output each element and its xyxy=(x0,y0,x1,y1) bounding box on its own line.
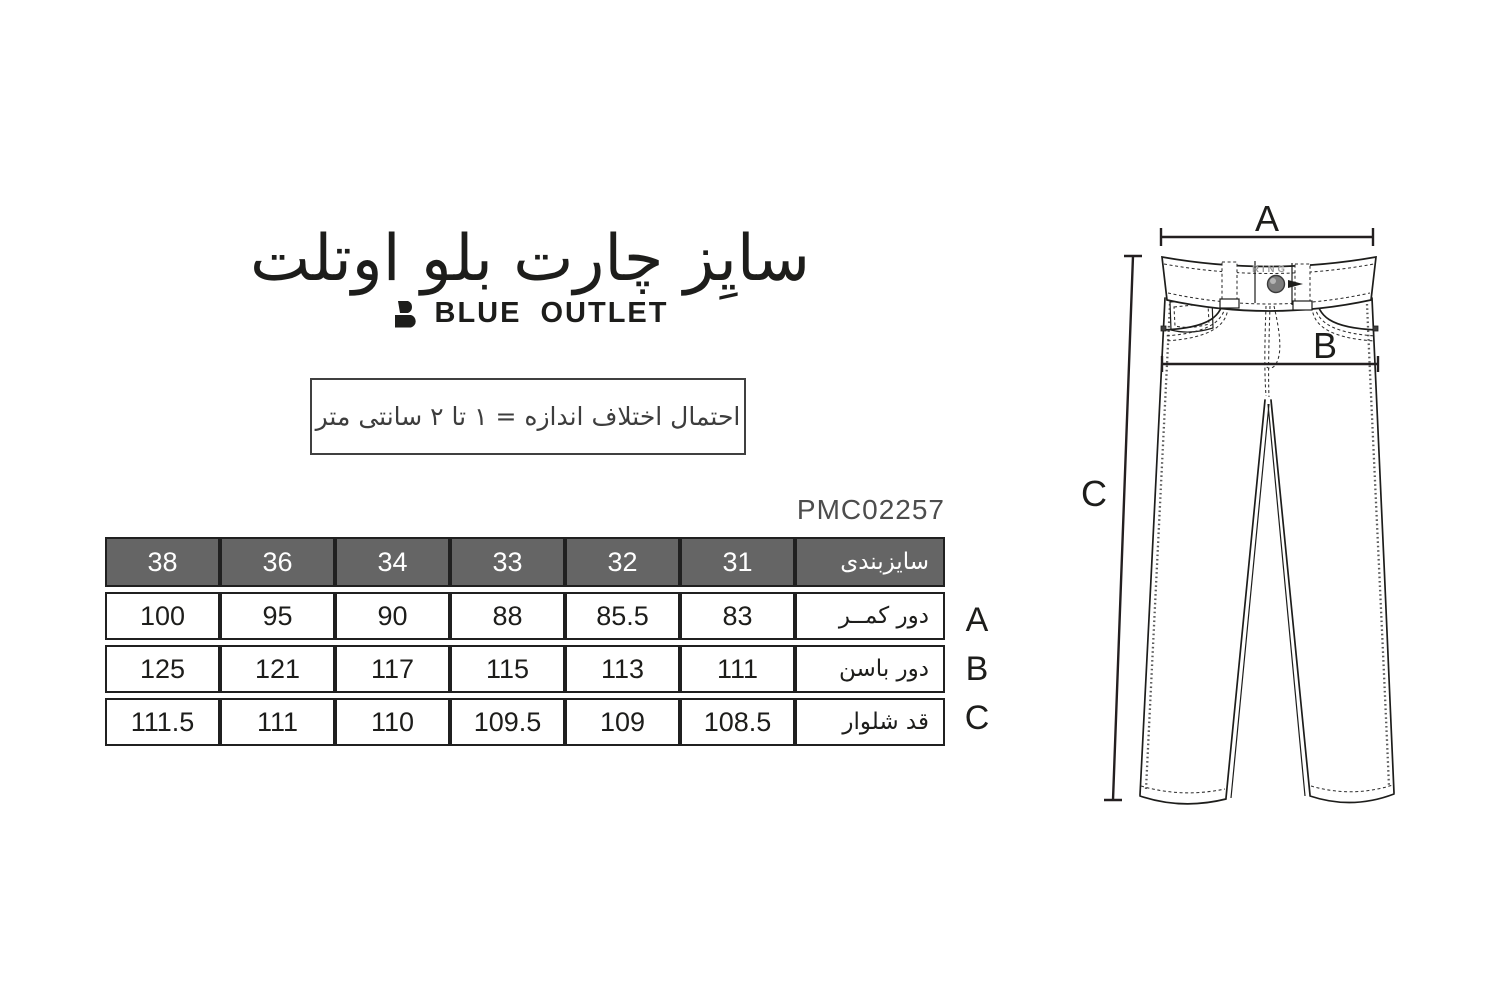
blue-outlet-logo-icon xyxy=(392,299,422,329)
hip-value: 111 xyxy=(680,645,795,693)
hip-value: 115 xyxy=(450,645,565,693)
measure-line-waist-a xyxy=(1161,198,1373,246)
brand-name: BLUE OUTLET xyxy=(434,297,669,329)
waist-value: 88 xyxy=(450,592,565,640)
hip-row-label: دور باسن xyxy=(795,645,945,693)
size-col-31: 31 xyxy=(680,537,795,587)
size-col-38: 38 xyxy=(105,537,220,587)
waist-row-label: دور کمــر xyxy=(795,592,945,640)
length-value: 110 xyxy=(335,698,450,746)
length-value: 108.5 xyxy=(680,698,795,746)
row-letter-waist: A xyxy=(965,601,989,639)
tolerance-note-text: احتمال اختلاف اندازه = ۱ تا ۲ سانتی متر xyxy=(315,402,741,431)
hip-value: 121 xyxy=(220,645,335,693)
hip-value: 113 xyxy=(565,645,680,693)
diagram-label-a: A xyxy=(1254,198,1280,239)
size-table-header-row xyxy=(105,537,945,587)
table-row-length xyxy=(105,698,945,746)
size-col-33: 33 xyxy=(450,537,565,587)
table-row-waist xyxy=(105,592,945,640)
rivet xyxy=(1373,326,1378,331)
row-letter-length: C xyxy=(964,699,990,737)
length-value: 109.5 xyxy=(450,698,565,746)
brand-row xyxy=(0,297,1060,330)
table-row-hip xyxy=(105,645,945,693)
pants-hems xyxy=(1140,785,1394,804)
product-code: PMC02257 xyxy=(796,494,945,525)
diagram-label-b: B xyxy=(1312,325,1338,366)
size-col-34: 34 xyxy=(335,537,450,587)
hip-value: 125 xyxy=(105,645,220,693)
length-value: 109 xyxy=(565,698,680,746)
measure-line-length-c xyxy=(1081,256,1142,800)
waist-value: 90 xyxy=(335,592,450,640)
size-col-36: 36 xyxy=(220,537,335,587)
pants-side-seams xyxy=(1140,298,1394,795)
length-value: 111 xyxy=(220,698,335,746)
waist-value: 95 xyxy=(220,592,335,640)
rivet xyxy=(1161,326,1166,331)
page-title: سایِز چارت بلو اوتلت xyxy=(249,221,811,296)
size-col-32: 32 xyxy=(565,537,680,587)
diagram-label-c: C xyxy=(1081,473,1107,514)
waistband-brand-text: RING xyxy=(1252,264,1288,275)
row-letter-hip: B xyxy=(965,650,989,688)
waist-value: 83 xyxy=(680,592,795,640)
waist-value: 100 xyxy=(105,592,220,640)
tolerance-note-box xyxy=(310,378,746,455)
pants-diagram xyxy=(1060,190,1460,830)
fly-stitching xyxy=(1265,306,1280,397)
hip-value: 117 xyxy=(335,645,450,693)
pants-inseams xyxy=(1226,400,1310,798)
length-row-label: قد شلوار xyxy=(795,698,945,746)
size-table xyxy=(105,532,945,751)
sizing-header-label: سایزبندی xyxy=(795,537,945,587)
length-value: 111.5 xyxy=(105,698,220,746)
waist-value: 85.5 xyxy=(565,592,680,640)
